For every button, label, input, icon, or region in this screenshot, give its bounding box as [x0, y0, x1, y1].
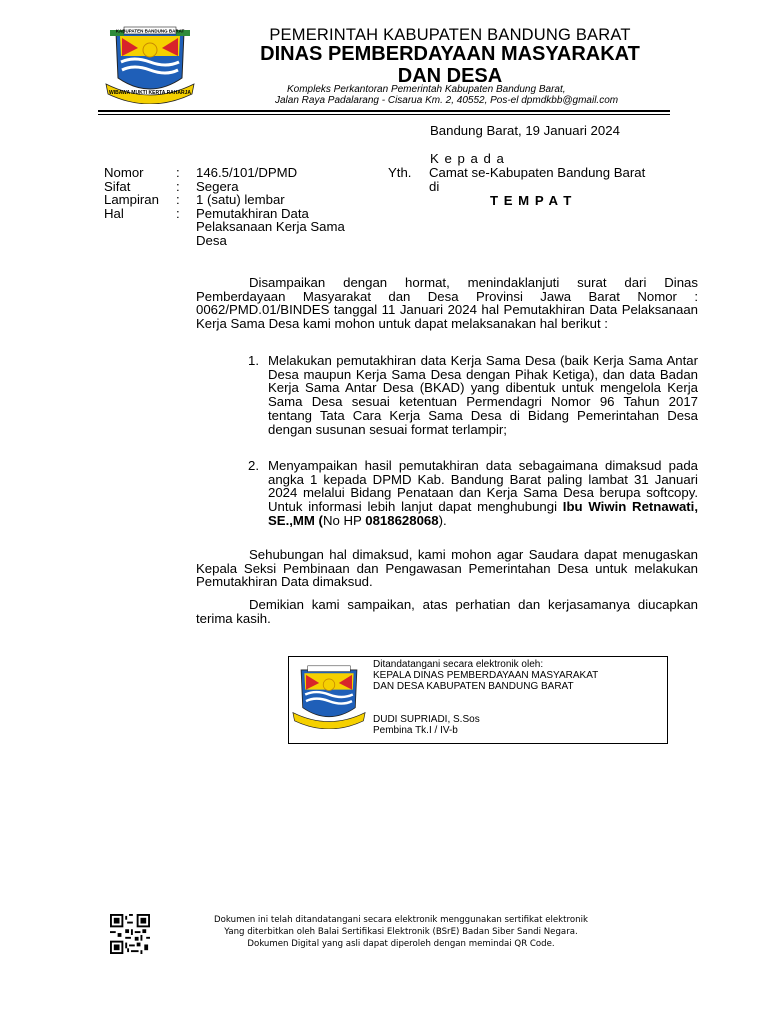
agency-name [218, 43, 682, 87]
list-text [268, 459, 698, 528]
agency-address [275, 84, 618, 106]
electronic-signature-box [288, 656, 668, 744]
thanks-paragraph: Demikian kami sampaikan, atas perhatian dan kerjasamanya diucapkan terima kasih. [196, 597, 698, 626]
meta-label: Nomor [104, 165, 144, 180]
closing-paragraph: Sehubungan hal dimaksud, kami mohon agar Saudara dapat menugaskan Kepala Seksi Pembinaan dan Pengawasan Pemerintahan Desa untuk melakukan Pemutakhiran Data dimaksud. [196, 547, 698, 590]
logo-banner-text: KABUPATEN BANDUNG BARAT [115, 28, 185, 34]
logo-motto-text: WIBAWA MUKTI KERTA RAHARJA [108, 90, 192, 96]
list-item [248, 354, 698, 436]
meta-sep: : [176, 192, 180, 208]
item2-text-a: Menyampaikan hasil pemutakhiran data sebagaimana dimaksud pada angka 1 kepada DPMD Kab. Bandung Barat paling lambat 31 Januari 2024 melalui Bidang Penataan dan Kerja Sama Desa berupa softcopy. Untuk informasi lebih lanjut dapat menghubungi [268, 458, 698, 515]
to-label: K e p a d a [430, 151, 505, 166]
contact-phone: 0818628068 [365, 512, 439, 528]
list-number: 1. [248, 353, 259, 368]
meta-label: Sifat [104, 178, 131, 194]
meta-label: Hal [104, 205, 124, 221]
signer-name: DUDI SUPRIADI, S.Sos [373, 714, 480, 725]
meta-row [104, 193, 345, 207]
meta-value [196, 207, 345, 248]
signer-rank: Pembina Tk.I / IV-b [373, 725, 458, 736]
footer-line3: Dokumen Digital yang asli dapat diperoleh dengan memindai QR Code. [247, 939, 555, 949]
footer-line2: Yang diterbitkan oleh Balai Sertifikasi Elektronik (BSrE) Badan Siber Sandi Negara. [224, 927, 578, 937]
header-rule [98, 110, 670, 112]
qr-code-icon [110, 914, 150, 954]
bandung-barat-crest-icon [104, 26, 196, 104]
signer-position-line1: KEPALA DINAS PEMBERDAYAAN MASYARAKAT [373, 670, 599, 681]
footer-line1: Dokumen ini telah ditandatangani secara elektronik menggunakan sertifikat elektronik [214, 915, 588, 925]
meta-value: 1 (satu) lembar [196, 192, 285, 208]
header-rule-thin [98, 114, 670, 115]
bandung-barat-crest-icon [291, 665, 367, 729]
place-date: Bandung Barat, 19 Januari 2024 [430, 123, 620, 138]
list-item [248, 459, 698, 528]
meta-value: Segera [196, 178, 239, 194]
letter-meta [104, 166, 345, 248]
yth-label: Yth. [388, 165, 412, 180]
hal-line1: Pemutakhiran Data [196, 205, 309, 221]
recipient-name: Camat se-Kabupaten Bandung Barat [429, 165, 646, 180]
address-line2: Jalan Raya Padalarang - Cisarua Km. 2, 40552, Pos-el dpmdkbb@gmail.com [275, 95, 619, 106]
address-line1: Kompleks Perkantoran Pemerintah Kabupaten Bandung Barat, [287, 84, 566, 95]
agency-name-line1: DINAS PEMBERDAYAAN MASYARAKAT [260, 43, 640, 65]
item2-text-b: No HP [322, 512, 366, 528]
meta-sep: : [176, 178, 180, 194]
list-text: Melakukan pemutakhiran data Kerja Sama Desa (baik Kerja Sama Antar Desa maupun Kerja Sama Desa dengan Pihak Ketiga), dan data Badan Kerja Sama Antar Desa (BKAD) yang dibentuk untuk mengelola Kerja Sama Desa sesuai ketentuan Permendagri Nomor 96 Tahun 2017 tentang Tata Cara Kerja Sama Desa di Bidang Pemerintahan Desa dengan susunan sesuai format terlampir; [268, 353, 698, 437]
di-label: di [429, 179, 440, 194]
contact-name: Ibu Wiwin Retnawati, SE.,MM ( [268, 499, 699, 528]
hal-line2: Pelaksanaan Kerja Sama [196, 219, 345, 235]
meta-row [104, 207, 345, 248]
e-signature-notice [176, 914, 626, 950]
signed-by-label: Ditandatangani secara elektronik oleh: [373, 659, 544, 670]
government-name: PEMERINTAH KABUPATEN BANDUNG BARAT [269, 26, 631, 44]
meta-sep: : [176, 165, 180, 180]
meta-label: Lampiran [104, 192, 159, 208]
meta-value: 146.5/101/DPMD [196, 165, 298, 180]
hal-line3: Desa [196, 232, 227, 248]
meta-row [104, 166, 345, 180]
meta-sep: : [176, 205, 180, 221]
signer-position-line2: DAN DESA KABUPATEN BANDUNG BARAT [373, 681, 574, 692]
item2-text-c: ). [438, 512, 447, 528]
agency-name-line2: DAN DESA [397, 65, 503, 87]
tempat-label: T E M P A T [490, 193, 573, 208]
meta-row [104, 180, 345, 194]
list-number: 2. [248, 458, 259, 473]
intro-paragraph: Disampaikan dengan hormat, menindaklanjuti surat dari Dinas Pemberdayaan Masyarakat dan Desa Provinsi Jawa Barat Nomor : 0062/PMD.01/BINDES tanggal 11 Januari 2024 hal Pemutakhiran Data Pelaksanaan Kerja Sama Desa kami mohon untuk dapat melaksanakan hal berikut : [196, 275, 698, 332]
